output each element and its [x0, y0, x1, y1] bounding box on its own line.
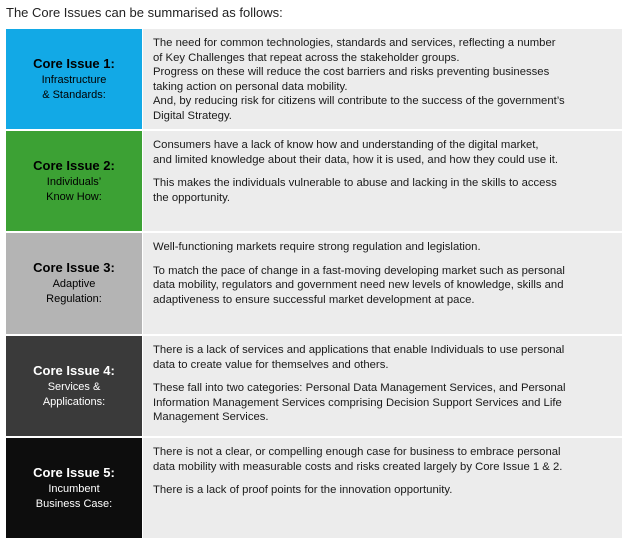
core-issue-1-label — [6, 29, 142, 129]
core-issue-2-subtitle-line-2: Know How: — [46, 190, 102, 203]
core-issue-4-subtitle-line-2: Applications: — [42, 395, 106, 408]
paragraph: There is a lack of services and applications that enable Individuals to use personal data to create value for themselves and others. — [153, 344, 565, 371]
core-issue-3-subtitle-line-2: Regulation: — [46, 293, 102, 305]
core-issue-row-2 — [6, 131, 622, 231]
core-issue-2-label — [6, 131, 142, 231]
core-issue-3-description — [143, 233, 622, 334]
core-issue-1-title: Core Issue 1: — [33, 55, 115, 71]
paragraph: Consumers have a lack of know how and understanding of the digital market, and limited knowledge about their data, how it is used, and how they could use it. — [153, 139, 559, 166]
core-issue-3-title: Core Issue 3: — [33, 260, 115, 275]
core-issue-4-subtitle-line-1: Services & — [47, 380, 101, 393]
paragraph: There is a lack of proof points for the innovation opportunity. — [153, 484, 453, 496]
core-issues-table — [6, 29, 622, 540]
core-issue-row-5 — [6, 438, 622, 538]
core-issue-row-4 — [6, 336, 622, 436]
core-issue-4-description — [143, 336, 622, 436]
paragraph: The need for common technologies, standards and services, reflecting a number of Key Challenges that repeat across the stakeholder groups. Progress on these will reduce the cost barriers and risks preventing businesses taking action on personal data mobility. And, by reducing risk for citizens will contribute to the success of the government’s Digital Strategy. — [153, 37, 565, 122]
paragraph: To match the pace of change in a fast-moving developing market such as personal data mobility, regulators and government need new levels of knowledge, skills and adaptiveness to ensure successful market development at pace. — [153, 264, 565, 306]
core-issue-1-subtitle-line-1: Infrastructure — [41, 73, 107, 86]
core-issue-2-subtitle-line-1: Individuals’ — [46, 175, 102, 188]
core-issue-3-subtitle-line-1: Adaptive — [52, 278, 96, 290]
core-issue-4-title: Core Issue 4: — [33, 362, 115, 378]
core-issue-2-description — [143, 131, 622, 231]
core-issue-5-subtitle-line-1: Incumbent — [48, 482, 100, 495]
core-issue-row-1 — [6, 29, 622, 129]
core-issue-5-subtitle-line-2: Business Case: — [35, 497, 113, 510]
paragraph: Well-functioning markets require strong regulation and legislation. — [153, 241, 481, 253]
intro-text: The Core Issues can be summarised as follows: — [6, 5, 283, 20]
core-issue-4-label — [6, 336, 142, 436]
paragraph: This makes the individuals vulnerable to abuse and lacking in the skills to access the opportunity. — [153, 177, 557, 204]
core-issue-3-label — [6, 233, 142, 334]
core-issue-5-description — [143, 438, 622, 538]
paragraph: There is not a clear, or compelling enough case for business to embrace personal data mobility with measurable costs and risks created largely by Core Issue 1 & 2. — [153, 446, 563, 473]
core-issue-2-title: Core Issue 2: — [33, 157, 115, 173]
core-issue-row-3 — [6, 233, 622, 334]
core-issue-5-title: Core Issue 5: — [33, 464, 115, 480]
core-issue-1-subtitle-line-2: & Standards: — [42, 88, 106, 101]
core-issue-1-description — [143, 29, 622, 129]
core-issue-5-label — [6, 438, 142, 538]
paragraph: These fall into two categories: Personal Data Management Services, and Personal Information Management Services comprising Decision Support Services and Life Management Services. — [153, 382, 566, 423]
